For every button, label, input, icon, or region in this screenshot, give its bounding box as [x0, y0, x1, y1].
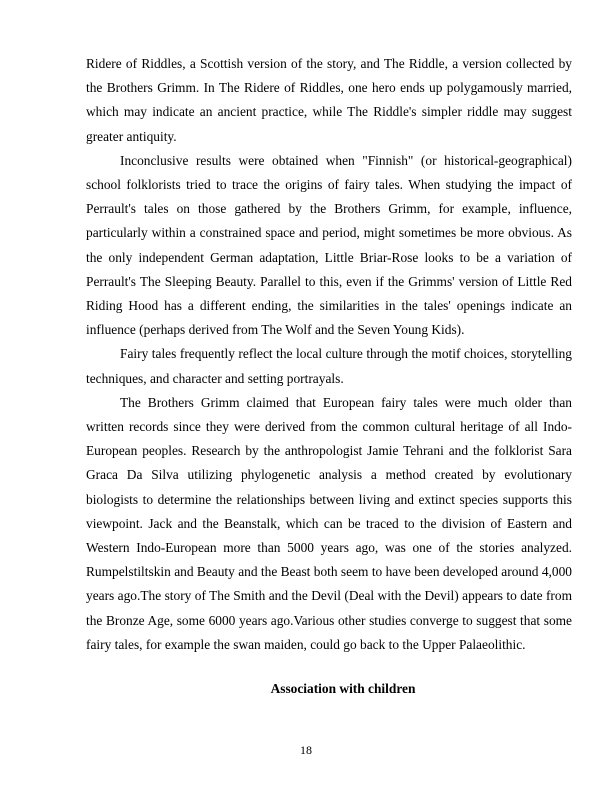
paragraph-2: Inconclusive results were obtained when "Finnish" (or historical-geographical) school folklorists tried to trace the origins of fairy tales. When studying the impact of Perrault's tales on those gathered by the Brothers Grimm, for example, influence, particularly within a constrained space and period, might sometimes be more obvious. As the only independent German adaptation, Little Briar-Rose looks to be a variation of Perrault's The Sleeping Beauty. Parallel to this, even if the Grimms' version of Little Red Riding Hood has a different ending, the similarities in the tales' openings indicate an influence (perhaps derived from The Wolf and the Seven Young Kids). — [86, 152, 572, 338]
paragraph-3: Fairy tales frequently reflect the local culture through the motif choices, storytelling techniques, and character and setting portrayals. — [86, 346, 572, 386]
page-number: 18 — [300, 743, 312, 757]
section-heading: Association with children — [270, 681, 416, 696]
paragraph-1: Ridere of Riddles, a Scottish version of the story, and The Riddle, a version collected by the Brothers Grimm. In The Ridere of Riddles, one hero ends up polygamously married, which may indicate an ancient practice, while The Riddle's simpler riddle may suggest greater antiquity. — [86, 56, 572, 144]
paragraph-4: The Brothers Grimm claimed that European fairy tales were much older than written records since they were derived from the common cultural heritage of all Indo-European peoples. Research by the anthropologist Jamie Tehrani and the folklorist Sara Graca Da Silva utilizing phylogenetic analysis a method created by evolutionary biologists to determine the relationships between living and extinct species supports this viewpoint. Jack and the Beanstalk, which can be traced to the division of Eastern and Western Indo-European more than 5000 years ago, was one of the stories analyzed. Rumpelstiltskin and Beauty and the Beast both seem to have been developed around 4,000 years ago.The story of The Smith and the Devil (Deal with the Devil) appears to date from the Bronze Age, some 6000 years ago.Various other studies converge to suggest that some fairy tales, for example the swan maiden, could go back to the Upper Palaeolithic. — [86, 394, 572, 652]
body-text — [86, 52, 572, 657]
